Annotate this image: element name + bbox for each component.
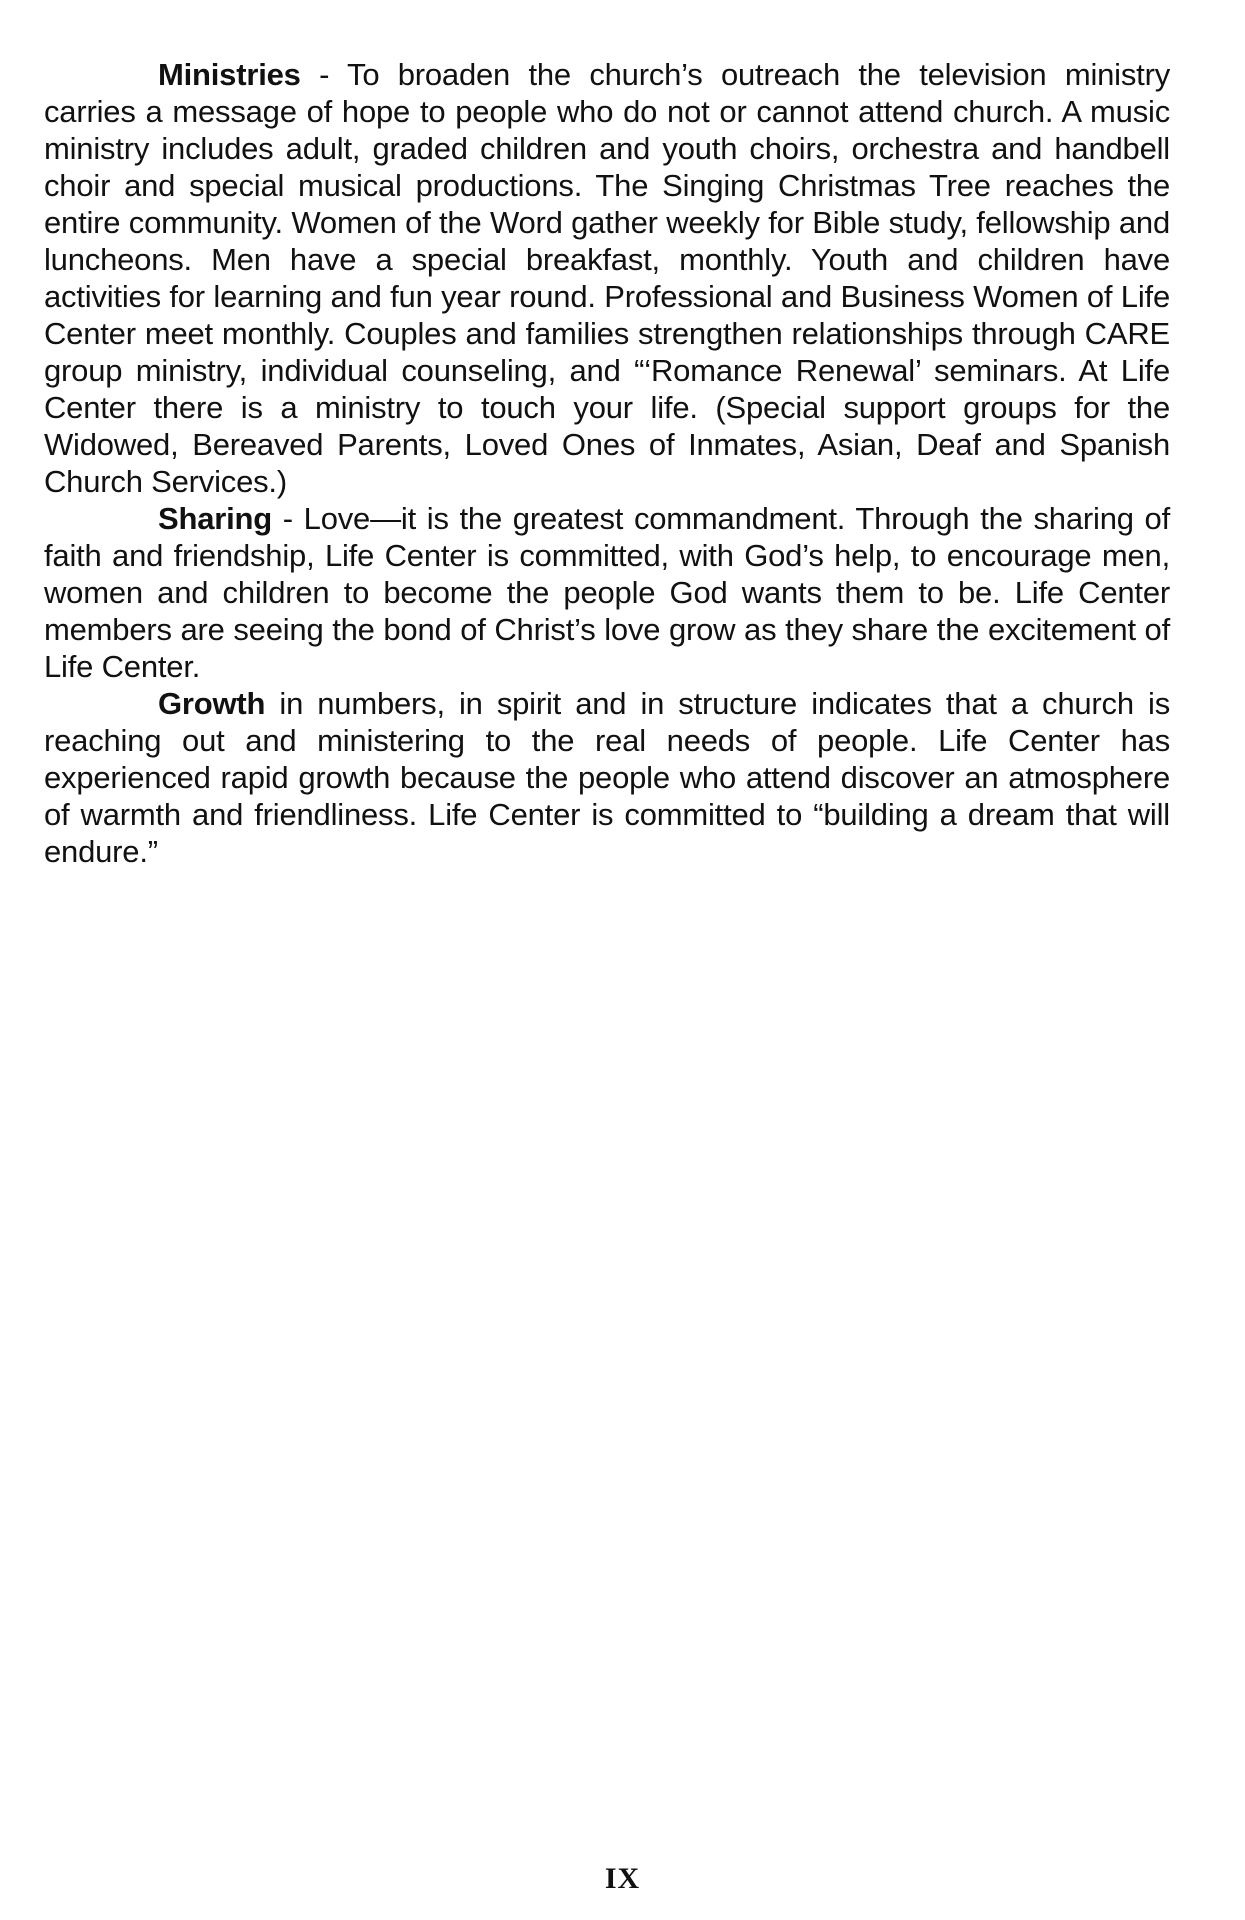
ministries-paragraph [44,56,1170,500]
page-body [44,56,1170,870]
sharing-text: - Love—it is the greatest commandment. Through the sharing of faith and friendship, Life Center is committed, with God’s help, to encourage men, women and children to become the people God wants them to be. Life Center members are seeing the bond of Christ’s love grow as they share the excitement of Life Center. [44,501,1170,684]
sharing-heading: Sharing [158,501,273,536]
ministries-text: - To broaden the church’s outreach the television ministry carries a message of hope to people who do not or cannot attend church. A music ministry includes adult, graded children and youth choirs, orchestra and handbell choir and special musical productions. The Singing Christmas Tree reaches the entire community. Women of the Word gather weekly for Bible study, fellowship and luncheons. Men have a special breakfast, monthly. Youth and children have activities for learning and fun year round. Professional and Business Women of Life Center meet monthly. Couples and families strengthen relationships through CARE group ministry, individual counseling, and “‘Romance Renewal’ seminars. At Life Center there is a ministry to touch your life. (Special support groups for the Widowed, Bereaved Parents, Loved Ones of Inmates, Asian, Deaf and Spanish Church Services.) [44,57,1170,499]
growth-paragraph [44,685,1170,870]
sharing-paragraph [44,500,1170,685]
growth-text: in numbers, in spirit and in structure indicates that a church is reaching out and ministering to the real needs of people. Life Center has experienced rapid growth because the people who attend discover an atmosphere of warmth and friendliness. Life Center is committed to “building a dream that will endure.” [44,686,1170,869]
ministries-heading: Ministries [158,57,301,92]
growth-heading: Growth [158,686,266,721]
page-number: IX [604,1862,641,1895]
